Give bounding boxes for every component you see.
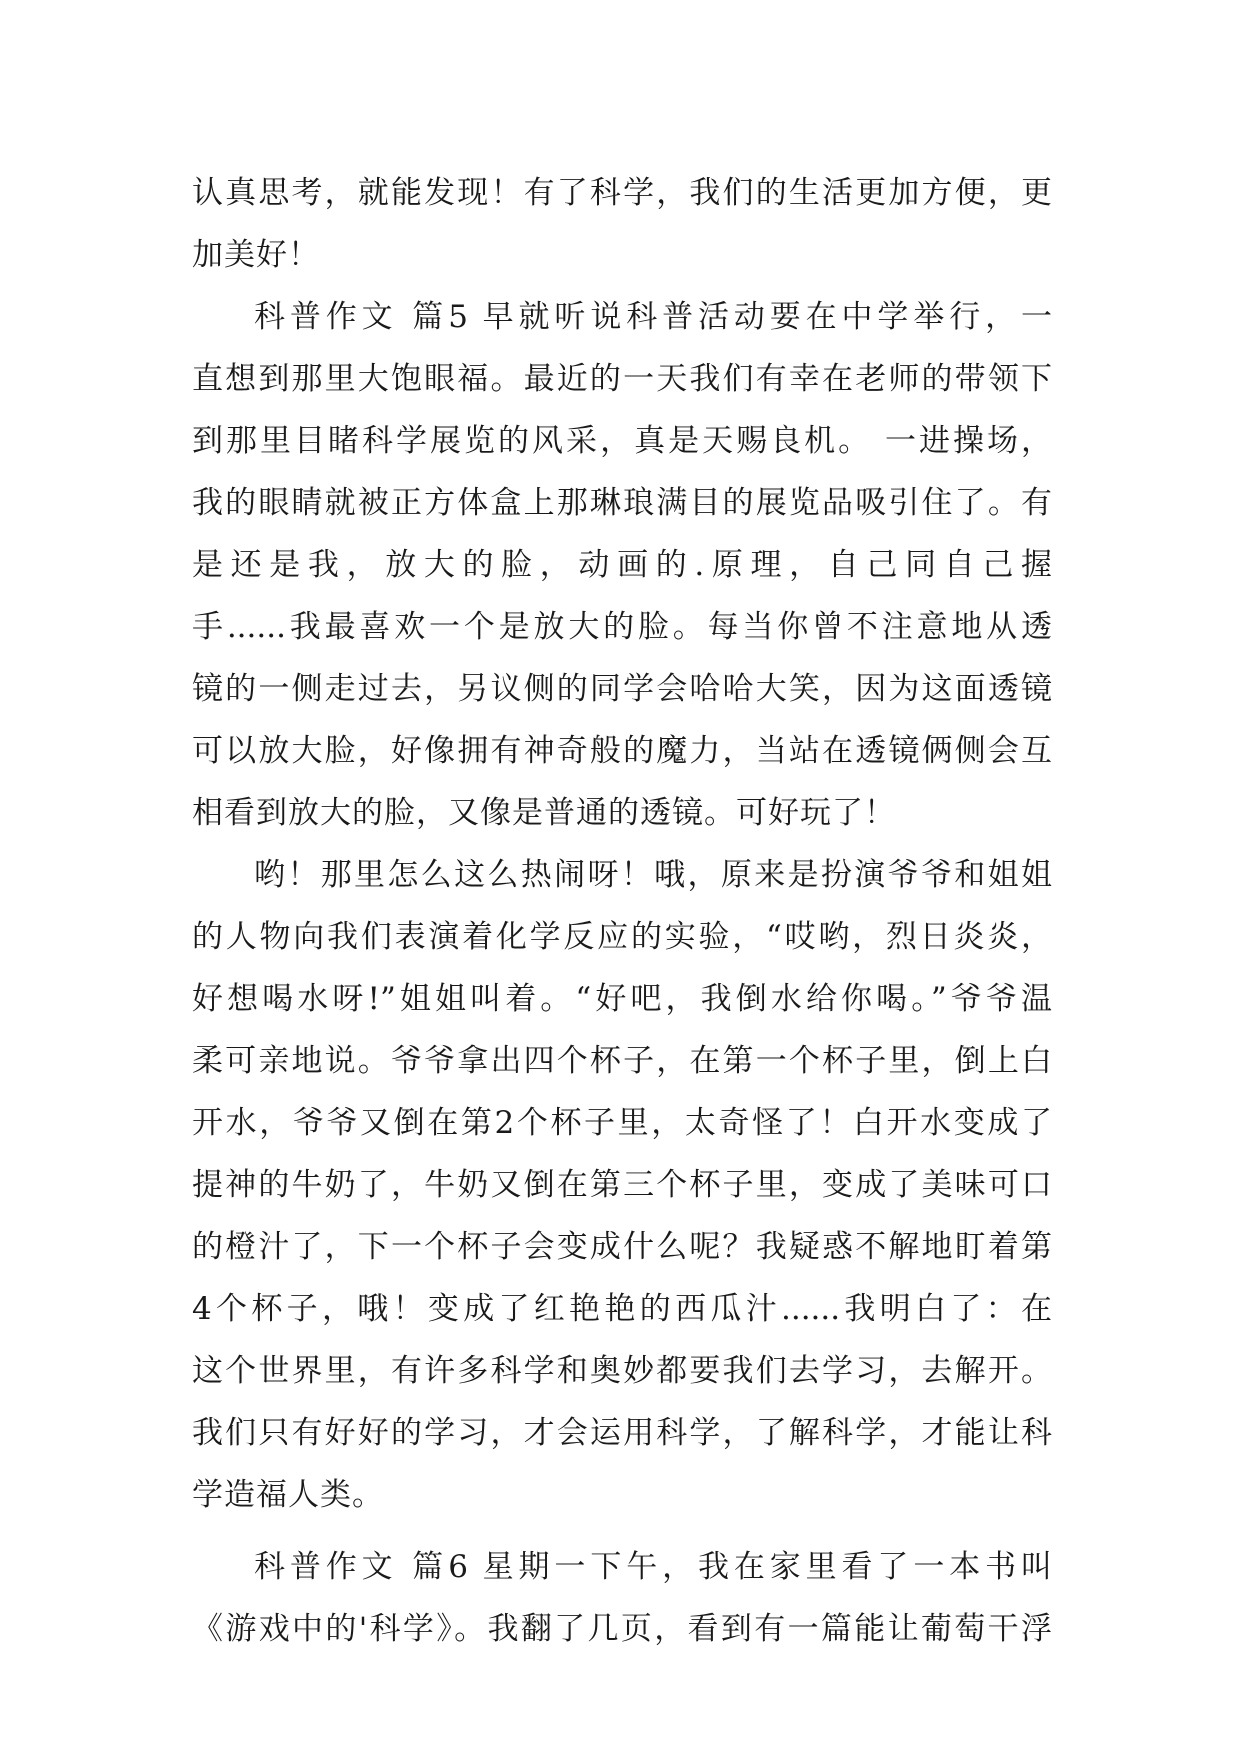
- text-line: 的人物向我们表演着化学反应的实验，“哎哟，烈日炎炎，: [192, 919, 1052, 955]
- paragraph-start-line: 哟！那里怎么这么热闹呀！哦，原来是扮演爷爷和姐姐: [254, 857, 1052, 893]
- text-line: 学造福人类。: [192, 1477, 384, 1513]
- article-body: [192, 162, 1052, 1660]
- text-line: 好想喝水呀!”姐姐叫着。“好吧，我倒水给你喝。”爷爷温: [192, 981, 1052, 1017]
- text-line: 到那里目睹科学展览的风采，真是天赐良机。 一进操场，: [192, 423, 1052, 459]
- text-line: 提神的牛奶了，牛奶又倒在第三个杯子里，变成了美味可口: [192, 1167, 1052, 1203]
- text-line: 认真思考，就能发现！有了科学，我们的生活更加方便，更: [192, 175, 1052, 211]
- text-line: 相看到放大的脸，又像是普通的透镜。可好玩了！: [192, 795, 896, 831]
- text-line: 这个世界里，有许多科学和奥妙都要我们去学习，去解开。: [192, 1353, 1052, 1389]
- text-line: 4个杯子，哦！变成了红艳艳的西瓜汁......我明白了：在: [192, 1291, 1052, 1327]
- text-line: 镜的一侧走过去，另议侧的同学会哈哈大笑，因为这面透镜: [192, 671, 1052, 707]
- text-line: 加美好！: [192, 237, 320, 273]
- text-line: 我的眼睛就被正方体盒上那琳琅满目的展览品吸引住了。有: [192, 485, 1052, 521]
- section-heading-line: 科普作文 篇6 星期一下午，我在家里看了一本书叫: [254, 1549, 1052, 1585]
- text-line: 的橙汁了，下一个杯子会变成什么呢？我疑惑不解地盯着第: [192, 1229, 1052, 1265]
- text-line: 柔可亲地说。爷爷拿出四个杯子，在第一个杯子里，倒上白: [192, 1043, 1052, 1079]
- text-line: 直想到那里大饱眼福。最近的一天我们有幸在老师的带领下: [192, 361, 1052, 397]
- section-heading-line: 科普作文 篇5 早就听说科普活动要在中学举行，一: [254, 299, 1052, 335]
- text-line: 手......我最喜欢一个是放大的脸。每当你曾不注意地从透: [192, 609, 1052, 645]
- text-line: 是还是我，放大的脸，动画的.原理，自己同自己握: [192, 547, 1052, 583]
- text-line: 可以放大脸，好像拥有神奇般的魔力，当站在透镜俩侧会互: [192, 733, 1052, 769]
- text-line: 我们只有好好的学习，才会运用科学，了解科学，才能让科: [192, 1415, 1052, 1451]
- text-line: 开水，爷爷又倒在第2个杯子里，太奇怪了！白开水变成了: [192, 1105, 1052, 1141]
- text-line: 《游戏中的'科学》。我翻了几页，看到有一篇能让葡萄干浮: [192, 1611, 1052, 1647]
